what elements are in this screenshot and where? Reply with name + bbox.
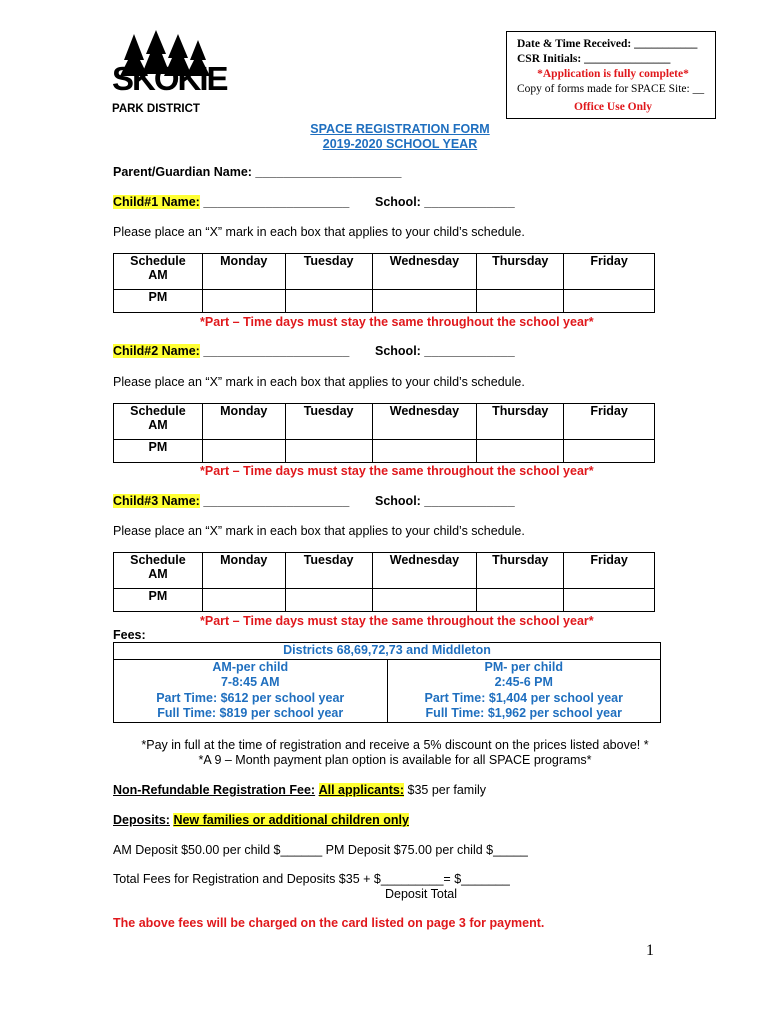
child3-part-time-note: *Part – Time days must stay the same throughout the school year* xyxy=(200,614,594,628)
monday-pm-cell[interactable] xyxy=(202,290,285,313)
wednesday-pm-cell[interactable] xyxy=(372,290,477,313)
friday-pm-cell[interactable] xyxy=(564,589,655,612)
tuesday-pm-cell[interactable] xyxy=(285,290,372,313)
office-use-box xyxy=(506,31,716,119)
tuesday-pm-cell[interactable] xyxy=(285,440,372,463)
date-received: Date & Time Received: ___________ xyxy=(517,38,698,50)
deposit-total-label: Deposit Total xyxy=(385,887,458,901)
wednesday-pm-cell[interactable] xyxy=(372,440,477,463)
wednesday-cell[interactable]: Wednesday xyxy=(372,404,477,440)
friday-cell[interactable]: Friday xyxy=(564,553,655,589)
pm-part-time: Part Time: $1,404 per school year xyxy=(424,690,623,705)
child2-name-line xyxy=(113,344,349,358)
registration-fee-amount: $35 per family xyxy=(404,783,486,797)
pm-full-time: Full Time: $1,962 per school year xyxy=(425,706,622,720)
child2-instruction: Please place an “X” mark in each box that applies to your child’s schedule. xyxy=(113,375,525,389)
monday-pm-cell[interactable] xyxy=(202,589,285,612)
child3-name-line xyxy=(113,494,349,508)
friday-pm-cell[interactable] xyxy=(564,440,655,463)
am-full-time: Full Time: $819 per school year xyxy=(157,706,344,720)
pay-in-full-note: *Pay in full at the time of registration and receive a 5% discount on the prices listed above! * xyxy=(141,738,649,752)
all-applicants-label: All applicants: xyxy=(318,783,405,797)
child2-name-label: Child#2 Name: xyxy=(113,344,200,358)
schedule-am-cell: Schedule AM xyxy=(114,404,203,440)
monday-cell[interactable]: Monday xyxy=(202,254,285,290)
am-time: 7-8:45 AM xyxy=(220,675,280,689)
form-title: SPACE REGISTRATION FORM xyxy=(310,122,490,136)
thursday-pm-cell[interactable] xyxy=(477,589,564,612)
wednesday-pm-cell[interactable] xyxy=(372,589,477,612)
friday-cell[interactable]: Friday xyxy=(564,254,655,290)
tuesday-cell[interactable]: Tuesday xyxy=(285,254,372,290)
fees-pm-column xyxy=(387,659,661,722)
child3-school: School: _____________ xyxy=(375,494,515,508)
friday-cell[interactable]: Friday xyxy=(564,404,655,440)
child1-school: School: _____________ xyxy=(375,195,515,209)
parent-guardian-name: Parent/Guardian Name: _____________________ xyxy=(113,165,402,179)
deposits-condition: New families or additional children only xyxy=(173,813,409,827)
nonrefundable-label: Non-Refundable Registration Fee: xyxy=(113,783,316,797)
child1-name-blank: _____________________ xyxy=(199,195,350,209)
logo-subtitle: PARK DISTRICT xyxy=(112,103,200,115)
total-fees-line: Total Fees for Registration and Deposits $35 + $_________= $_______ xyxy=(113,872,510,886)
child1-name-label: Child#1 Name: xyxy=(113,195,200,209)
deposits-line xyxy=(113,813,409,827)
child2-name-blank: _____________________ xyxy=(199,344,350,358)
child1-name-line xyxy=(113,195,349,209)
am-per-child: AM-per child xyxy=(212,659,289,674)
child1-schedule-table xyxy=(113,253,655,313)
monday-pm-cell[interactable] xyxy=(202,440,285,463)
child3-name-label: Child#3 Name: xyxy=(113,494,200,508)
am-part-time: Part Time: $612 per school year xyxy=(156,690,345,705)
copy-forms-note: Copy of forms made for SPACE Site: __ xyxy=(517,83,705,95)
thursday-cell[interactable]: Thursday xyxy=(477,553,564,589)
pm-per-child: PM- per child xyxy=(484,659,563,674)
deposits-label: Deposits: xyxy=(113,813,170,827)
schedule-am-cell: Schedule AM xyxy=(114,254,203,290)
thursday-cell[interactable]: Thursday xyxy=(477,404,564,440)
thursday-pm-cell[interactable] xyxy=(477,290,564,313)
thursday-pm-cell[interactable] xyxy=(477,440,564,463)
fees-table xyxy=(113,642,661,723)
child2-schedule-table xyxy=(113,403,655,463)
child3-instruction: Please place an “X” mark in each box that applies to your child’s schedule. xyxy=(113,524,525,538)
nonrefundable-fee-line xyxy=(113,783,486,797)
schedule-am-cell: Schedule AM xyxy=(114,553,203,589)
page-number: 1 xyxy=(646,942,654,959)
child3-schedule-table xyxy=(113,552,655,612)
school-year-title: 2019-2020 SCHOOL YEAR xyxy=(322,137,478,151)
wednesday-cell[interactable]: Wednesday xyxy=(372,254,477,290)
fees-districts: Districts 68,69,72,73 and Middleton xyxy=(114,643,661,660)
child3-name-blank: _____________________ xyxy=(199,494,350,508)
tuesday-cell[interactable]: Tuesday xyxy=(285,553,372,589)
logo-wordmark: SKOKIE xyxy=(112,60,227,97)
pm-cell: PM xyxy=(114,290,203,313)
thursday-cell[interactable]: Thursday xyxy=(477,254,564,290)
child2-part-time-note: *Part – Time days must stay the same throughout the school year* xyxy=(200,464,594,478)
monday-cell[interactable]: Monday xyxy=(202,553,285,589)
tuesday-pm-cell[interactable] xyxy=(285,589,372,612)
wednesday-cell[interactable]: Wednesday xyxy=(372,553,477,589)
fees-label: Fees: xyxy=(113,628,146,642)
csr-initials: CSR Initials: _______________ xyxy=(517,53,671,65)
deposit-amounts-line: AM Deposit $50.00 per child $______ PM Deposit $75.00 per child $_____ xyxy=(113,843,528,857)
monday-cell[interactable]: Monday xyxy=(202,404,285,440)
complete-note: *Application is fully complete* xyxy=(537,68,689,80)
pm-cell: PM xyxy=(114,440,203,463)
friday-pm-cell[interactable] xyxy=(564,290,655,313)
child1-instruction: Please place an “X” mark in each box that applies to your child’s schedule. xyxy=(113,225,525,239)
office-use-only: Office Use Only xyxy=(574,101,652,113)
child1-part-time-note: *Part – Time days must stay the same throughout the school year* xyxy=(200,315,594,329)
payment-plan-note: *A 9 – Month payment plan option is available for all SPACE programs* xyxy=(198,753,592,767)
pm-time: 2:45-6 PM xyxy=(494,675,553,689)
card-charge-note: The above fees will be charged on the card listed on page 3 for payment. xyxy=(113,916,545,930)
child2-school: School: _____________ xyxy=(375,344,515,358)
fees-am-column xyxy=(114,659,388,722)
tuesday-cell[interactable]: Tuesday xyxy=(285,404,372,440)
pm-cell: PM xyxy=(114,589,203,612)
